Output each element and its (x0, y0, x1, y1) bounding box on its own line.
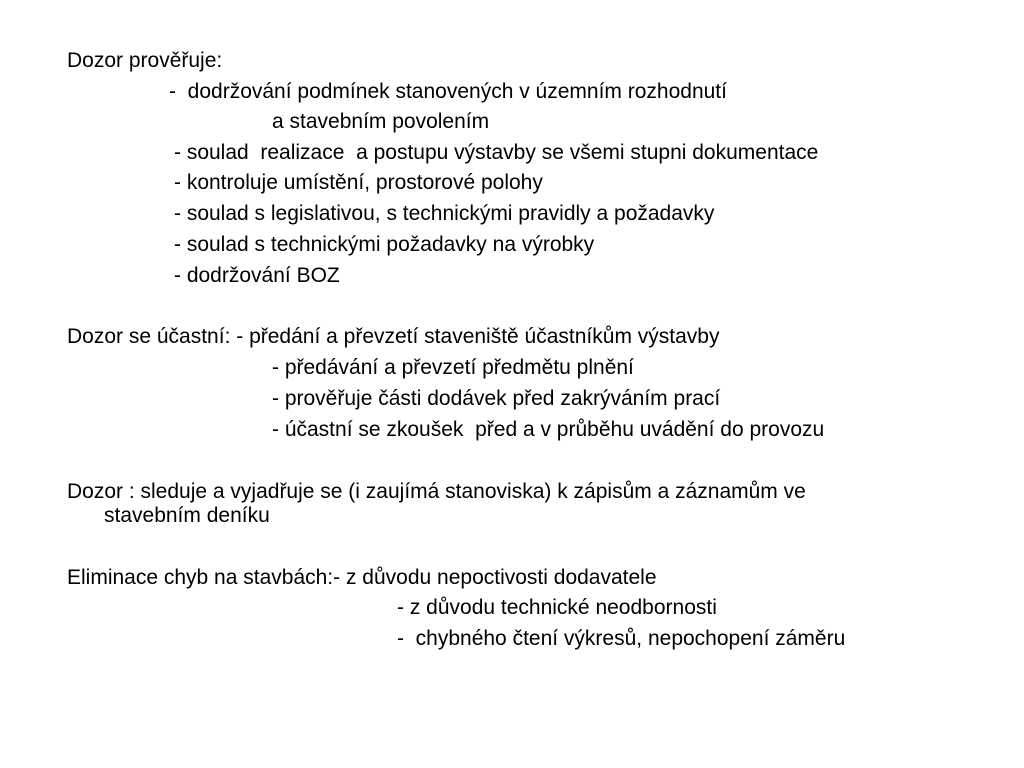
section1-item: - dodržování BOZ (174, 264, 340, 287)
section2-item: - předávání a převzetí předmětu plnění (272, 356, 634, 379)
section1-item-continuation: a stavebním povolením (272, 110, 490, 133)
section4-item: - z důvodu technické neodbornosti (397, 596, 717, 619)
section1-item: - soulad realizace a postupu výstavby se všemi stupni dokumentace (174, 141, 819, 164)
section2-item: - účastní se zkoušek před a v průběhu uvádění do provozu (272, 418, 825, 441)
section4-item: - chybného čtení výkresů, nepochopení záměru (397, 627, 846, 650)
section1-heading: Dozor prověřuje: (67, 49, 223, 72)
section2-item: - prověřuje části dodávek před zakrýváním prací (272, 387, 721, 410)
section3-line: Dozor : sleduje a vyjadřuje se (i zaujímá stanoviska) k zápisům a záznamům ve (67, 480, 806, 503)
section1-item: - soulad s legislativou, s technickými pravidly a požadavky (174, 202, 715, 225)
section3-line-continuation: stavebním deníku (104, 504, 270, 527)
section1-item: - soulad s technickými požadavky na výrobky (174, 233, 595, 256)
section1-item: - dodržování podmínek stanovených v územním rozhodnutí (169, 80, 727, 103)
section2-lead: Dozor se účastní: - předání a převzetí staveniště účastníkům výstavby (67, 325, 720, 348)
section1-item: - kontroluje umístění, prostorové polohy (174, 171, 543, 194)
section4-lead: Eliminace chyb na stavbách:- z důvodu nepoctivosti dodavatele (67, 566, 657, 589)
